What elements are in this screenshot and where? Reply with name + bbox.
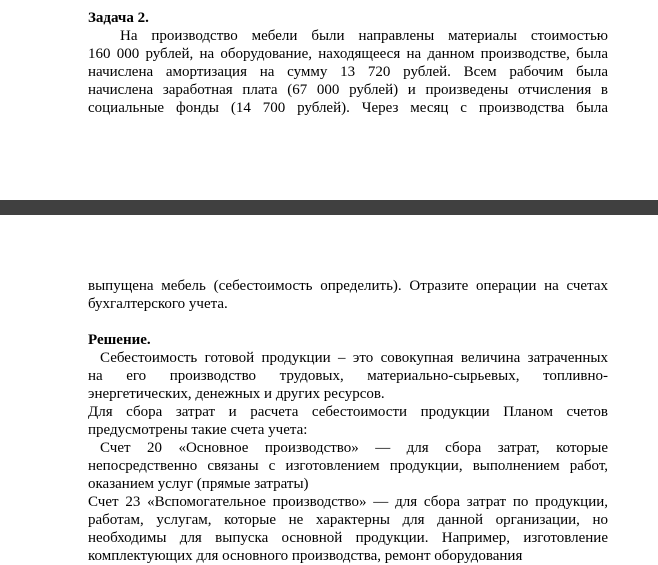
solution-line: энергетических, денежных и других ресурсов. xyxy=(88,386,385,402)
task-line: начислена амортизация на сумму 13 720 рублей. Всем рабочим была xyxy=(88,64,608,80)
task-continuation xyxy=(88,277,608,313)
page-separator xyxy=(0,200,658,215)
solution-line: непосредственно связаны с изготовлением продукции, выполнением работ, xyxy=(88,458,608,474)
task-paragraph xyxy=(88,27,608,117)
task-line: выпущена мебель (себестоимость определить). Отразите операции на счетах xyxy=(88,278,608,294)
solution-line: необходимы для выпуска основной продукции. Например, изготовление xyxy=(88,530,608,546)
task-line: 160 000 рублей, на оборудование, находящееся на данном производстве, была xyxy=(88,46,608,62)
solution-line: Счет 20 «Основное производство» — для сбора затрат, которые xyxy=(100,440,608,456)
solution-line: предусмотрены такие счета учета: xyxy=(88,422,308,438)
solution-line: работам, услугам, которые не характерны для данной организации, но xyxy=(88,512,608,528)
solution-line: Для сбора затрат и расчета себестоимости продукции Планом счетов xyxy=(88,404,608,420)
solution-line: на его производство трудовых, материально-сырьевых, топливно- xyxy=(88,368,608,384)
solution-title: Решение. xyxy=(88,332,151,348)
solution-line: Счет 23 «Вспомогательное производство» — для сбора затрат по продукции, xyxy=(88,494,608,510)
solution-line: оказанием услуг (прямые затраты) xyxy=(88,476,309,492)
solution-paragraph xyxy=(88,349,608,565)
task-title: Задача 2. xyxy=(88,10,149,26)
task-line: На производство мебели были направлены материалы стоимостью xyxy=(120,28,608,44)
solution-line: комплектующих для основного производства, ремонт оборудования xyxy=(88,548,523,564)
task-line: начислена заработная плата (67 000 рублей) и произведены отчисления в xyxy=(88,82,608,98)
task-line: бухгалтерского учета. xyxy=(88,296,228,312)
solution-line: Себестоимость готовой продукции – это совокупная величина затраченных xyxy=(100,350,608,366)
task-line: социальные фонды (14 700 рублей). Через месяц с производства была xyxy=(88,100,608,116)
